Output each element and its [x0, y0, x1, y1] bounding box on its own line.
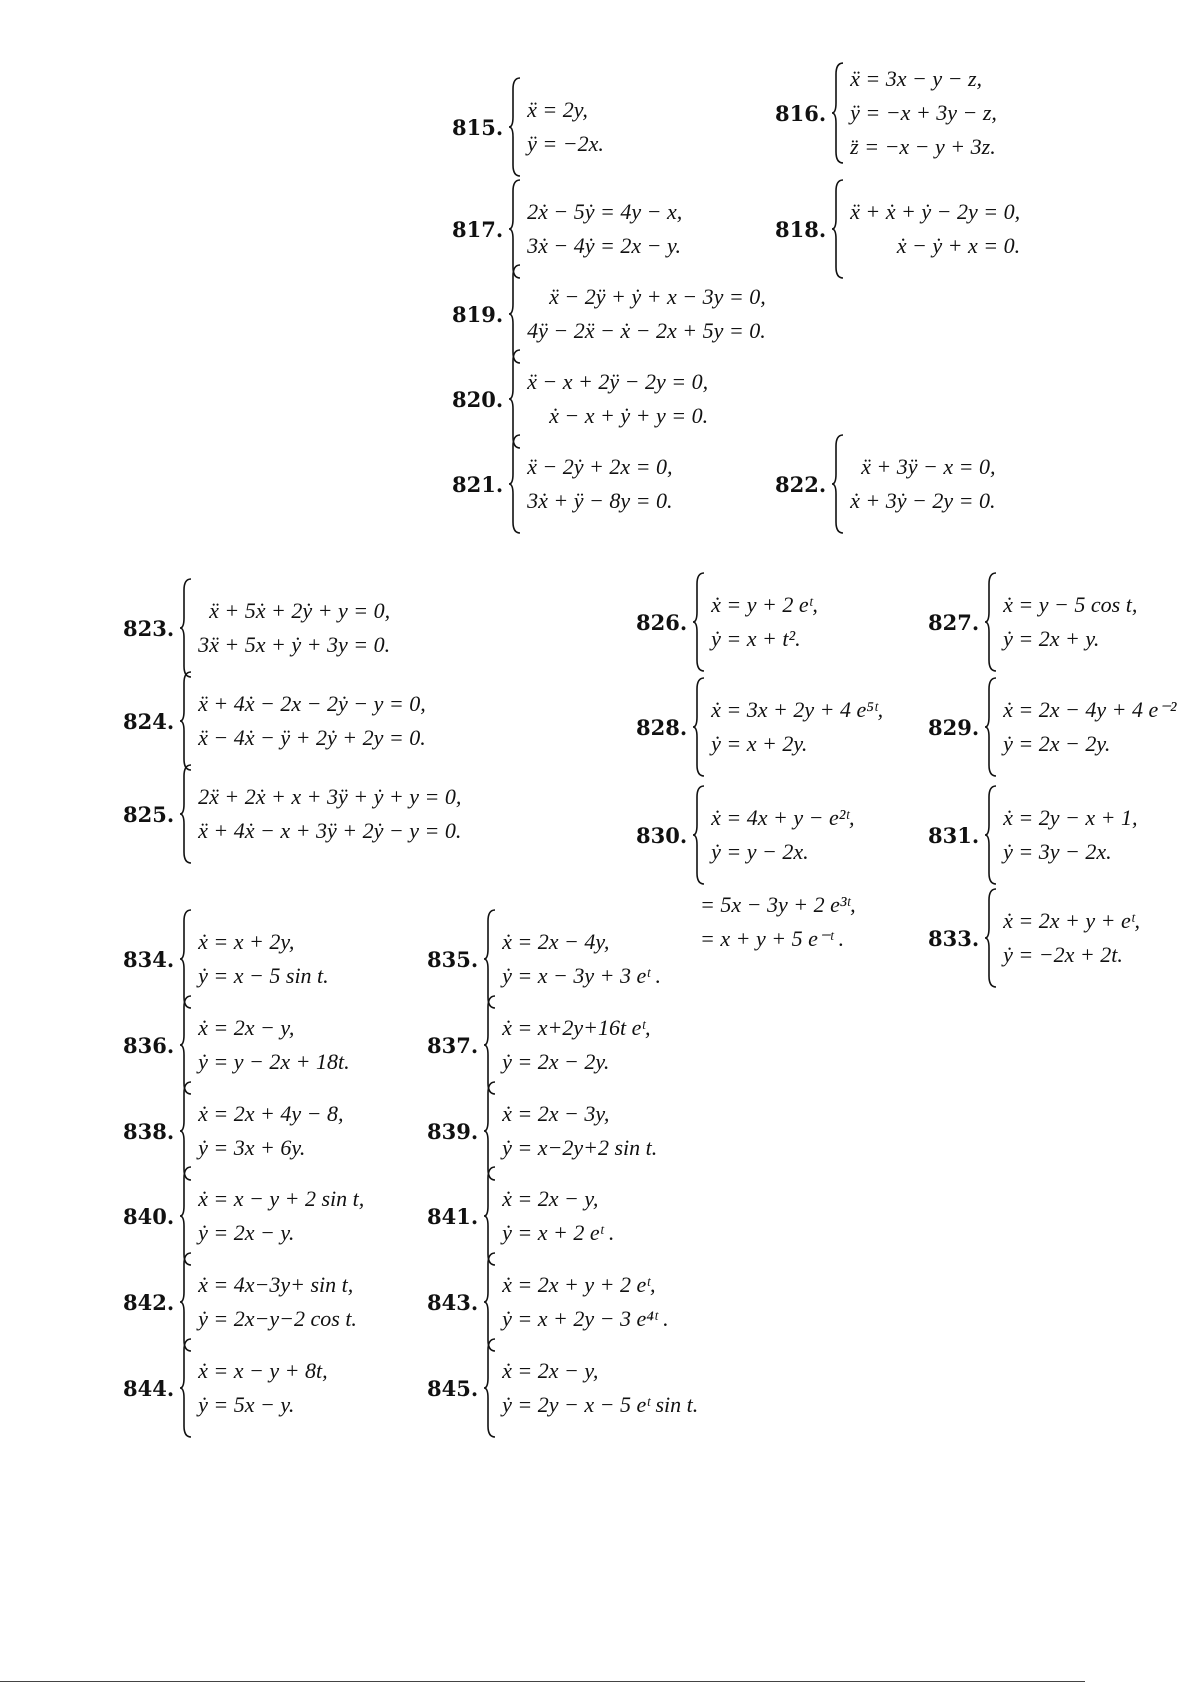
equation: ẍ − 2ÿ + ẏ + x − 3y = 0, — [549, 284, 766, 309]
problem-number: 843. — [427, 1289, 479, 1315]
equation: ẋ = 2x + y + eᵗ, — [1003, 908, 1140, 933]
problem-number: 823. — [123, 615, 175, 641]
equation: ẏ = y − 2x + 18t. — [198, 1049, 350, 1074]
problem-number: 835. — [427, 946, 479, 972]
equation: ẍ = 3x − y − z, — [850, 66, 983, 91]
equation: ẋ = x+2y+16t eᵗ, — [502, 1015, 651, 1040]
equation: ẏ = y − 2x. — [711, 839, 809, 864]
equation: ẋ = 2x + 4y − 8, — [198, 1101, 344, 1126]
equation: ẏ = 2x−y−2 cos t. — [198, 1306, 357, 1331]
problem-number: 827. — [928, 609, 980, 635]
equation: = x + y + 5 e⁻ᵗ . — [700, 926, 845, 951]
equation: ẏ = x + 2y − 3 e⁴ᵗ . — [502, 1306, 669, 1331]
equation: ẍ − x + 2ÿ − 2y = 0, — [527, 369, 709, 394]
problem-825 — [123, 764, 461, 864]
problem-number: 816. — [775, 100, 827, 126]
equation: ẋ = 2x − 4y, — [502, 929, 610, 954]
equation: ẏ = x + 2y. — [711, 731, 808, 756]
equation: ẏ = 5x − y. — [198, 1392, 295, 1417]
brace-icon — [832, 179, 844, 279]
equation: ẋ = 2x − 4y + 4 e⁻² — [1003, 697, 1177, 722]
equation: ẏ = 2y − x − 5 eᵗ sin t. — [502, 1392, 699, 1417]
problem-834 — [123, 909, 329, 1009]
equation: ẋ = 2x + y + 2 eᵗ, — [502, 1272, 656, 1297]
equation: ẏ = 2x − y. — [198, 1220, 295, 1245]
problem-837 — [427, 995, 651, 1095]
equation: ẍ = 2y, — [527, 97, 588, 122]
equation: ẋ = 2x − y, — [502, 1186, 599, 1211]
problem-836 — [123, 995, 350, 1095]
problem-partial-covered — [694, 888, 856, 956]
problem-844 — [123, 1338, 328, 1438]
brace-icon — [693, 677, 705, 777]
brace-icon — [832, 62, 844, 164]
equation: ẏ = x−2y+2 sin t. — [502, 1135, 658, 1160]
problem-number: 834. — [123, 946, 175, 972]
problem-815 — [452, 77, 604, 177]
problem-number: 844. — [123, 1375, 175, 1401]
brace-icon — [985, 888, 997, 988]
equation: ẋ + 3ẏ − 2y = 0. — [850, 488, 996, 513]
equation: 3ẋ + ÿ − 8y = 0. — [527, 488, 673, 513]
problem-835 — [427, 909, 661, 1009]
equation: ẋ = y − 5 cos t, — [1003, 592, 1138, 617]
problem-829 — [928, 677, 1176, 777]
equation: ẋ = 2x − y, — [198, 1015, 295, 1040]
problem-833 — [928, 888, 1140, 988]
brace-icon — [693, 572, 705, 672]
equation: ẋ = 2y − x + 1, — [1003, 805, 1138, 830]
problem-number: 817. — [452, 216, 504, 242]
footer-rule — [0, 1681, 1085, 1682]
equation: ẍ + 4ẋ − 2x − 2ẏ − y = 0, — [198, 691, 426, 716]
equation: 3ẍ + 5x + ẏ + 3y = 0. — [198, 632, 391, 657]
brace-icon — [180, 764, 192, 864]
problem-823 — [123, 578, 390, 678]
problem-number: 820. — [452, 386, 504, 412]
brace-icon — [180, 578, 192, 678]
problem-830 — [636, 785, 855, 885]
brace-icon — [484, 1252, 496, 1352]
problem-843 — [427, 1252, 669, 1352]
equation: 4ÿ − 2ẍ − ẋ − 2x + 5y = 0. — [527, 318, 766, 343]
brace-icon — [484, 909, 496, 1009]
problem-number: 821. — [452, 471, 504, 497]
equation: ẏ = x + 2 eᵗ . — [502, 1220, 615, 1245]
problem-number: 829. — [928, 714, 980, 740]
equation: = 5x − 3y + 2 e³ᵗ, — [700, 892, 856, 917]
brace-icon — [180, 995, 192, 1095]
problem-827 — [928, 572, 1137, 672]
equation: ẍ − 2ẏ + 2x = 0, — [527, 454, 673, 479]
equation: ẋ = 2x − y, — [502, 1358, 599, 1383]
problem-826 — [636, 572, 818, 672]
problem-number: 824. — [123, 708, 175, 734]
equation: 3ẋ − 4ẏ = 2x − y. — [527, 233, 682, 258]
problem-number: 830. — [636, 822, 688, 848]
equation: ẍ + 4ẋ − x + 3ÿ + 2ẏ − y = 0. — [198, 818, 462, 843]
equation: ẋ = x + 2y, — [198, 929, 295, 954]
problem-828 — [636, 677, 883, 777]
equation: ẍ − 4ẋ − ÿ + 2ẏ + 2y = 0. — [198, 725, 426, 750]
brace-icon — [832, 434, 844, 534]
equation: ÿ = −x + 3y − z, — [850, 100, 997, 125]
problem-number: 836. — [123, 1032, 175, 1058]
equation: ẋ = 4x + y − e²ᵗ, — [711, 805, 855, 830]
problem-821 — [452, 434, 673, 534]
problem-822 — [775, 434, 996, 534]
equation: ẋ = x − y + 8t, — [198, 1358, 328, 1383]
problem-number: 819. — [452, 301, 504, 327]
problem-818 — [775, 179, 1020, 279]
problem-number: 825. — [123, 801, 175, 827]
equation: ẏ = 2x + y. — [1003, 626, 1100, 651]
brace-icon — [180, 671, 192, 771]
brace-icon — [484, 995, 496, 1095]
brace-icon — [180, 1338, 192, 1438]
problem-816 — [775, 62, 997, 164]
problem-number: 845. — [427, 1375, 479, 1401]
brace-icon — [484, 1338, 496, 1438]
equation: ẍ + ẋ + ẏ − 2y = 0, — [850, 199, 1021, 224]
equation: ẋ − x + ẏ + y = 0. — [549, 403, 709, 428]
equation: 2ẋ − 5ẏ = 4y − x, — [527, 199, 683, 224]
problem-831 — [928, 785, 1138, 885]
brace-icon — [693, 785, 705, 885]
brace-icon — [180, 909, 192, 1009]
equation: ẏ = 2x − 2y. — [1003, 731, 1111, 756]
brace-icon — [484, 1166, 496, 1266]
problem-842 — [123, 1252, 357, 1352]
equation: ẋ = y + 2 eᵗ, — [711, 592, 818, 617]
brace-icon — [180, 1252, 192, 1352]
equation: ẏ = x − 3y + 3 eᵗ . — [502, 963, 661, 988]
problem-840 — [123, 1166, 364, 1266]
problem-number: 828. — [636, 714, 688, 740]
equation: ẋ = x − y + 2 sin t, — [198, 1186, 365, 1211]
equation: ẋ − ẏ + x = 0. — [896, 233, 1021, 258]
problem-number: 815. — [452, 114, 504, 140]
brace-icon — [180, 1166, 192, 1266]
brace-icon — [509, 434, 521, 534]
problem-number: 822. — [775, 471, 827, 497]
equation: ẏ = −2x + 2t. — [1003, 942, 1123, 967]
equation: ẏ = x − 5 sin t. — [198, 963, 329, 988]
brace-icon — [985, 572, 997, 672]
problem-824 — [123, 671, 426, 771]
equation: ẏ = x + t². — [711, 626, 801, 651]
equation: ẍ + 5ẋ + 2ẏ + y = 0, — [209, 598, 391, 623]
equation: z̈ = −x − y + 3z. — [850, 134, 996, 159]
problem-number: 842. — [123, 1289, 175, 1315]
problem-841 — [427, 1166, 614, 1266]
equation: ẏ = 3x + 6y. — [198, 1135, 306, 1160]
brace-icon — [985, 677, 997, 777]
brace-icon — [509, 77, 521, 177]
problem-number: 826. — [636, 609, 688, 635]
problem-number: 838. — [123, 1118, 175, 1144]
equation: ẍ + 3ÿ − x = 0, — [861, 454, 996, 479]
brace-icon — [985, 785, 997, 885]
equation: ẋ = 3x + 2y + 4 e⁵ᵗ, — [711, 697, 884, 722]
problem-number: 831. — [928, 822, 980, 848]
equation: ẋ = 4x−3y+ sin t, — [198, 1272, 354, 1297]
problem-number: 841. — [427, 1203, 479, 1229]
problem-number: 818. — [775, 216, 827, 242]
problem-number: 837. — [427, 1032, 479, 1058]
equation: ẏ = 3y − 2x. — [1003, 839, 1112, 864]
problem-845 — [427, 1338, 698, 1438]
equation: ẋ = 2x − 3y, — [502, 1101, 610, 1126]
problem-number: 840. — [123, 1203, 175, 1229]
equation: ÿ = −2x. — [527, 131, 604, 156]
problem-number: 833. — [928, 925, 980, 951]
problem-number: 839. — [427, 1118, 479, 1144]
equation: 2ẍ + 2ẋ + x + 3ÿ + ẏ + y = 0, — [198, 784, 462, 809]
equation: ẏ = 2x − 2y. — [502, 1049, 610, 1074]
